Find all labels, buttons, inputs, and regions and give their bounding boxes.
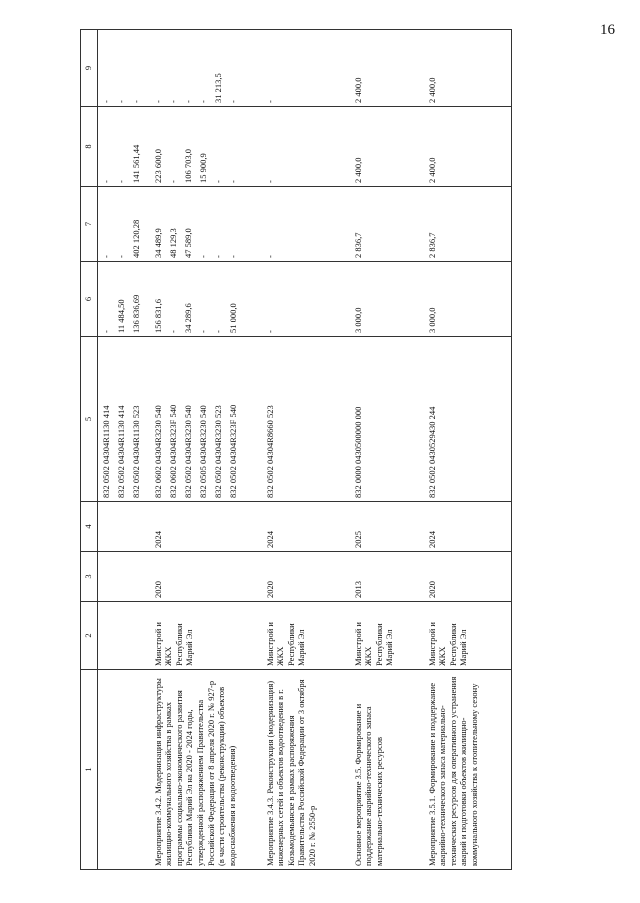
rotated-sheet (80, 30, 604, 870)
start-year (98, 552, 150, 602)
budget-code-cell (98, 337, 150, 502)
col-header: 9 (81, 30, 98, 107)
amount-col7: 402 120,28 (131, 219, 141, 258)
start-year: 2020 (262, 552, 350, 602)
measure-name (98, 670, 150, 870)
amount-col8: 15 900,9 (197, 153, 208, 183)
amount-col6: - (167, 330, 178, 333)
amount-col7: - (264, 255, 275, 258)
amount-col9-cell (350, 30, 424, 107)
budget-code-cell (424, 337, 512, 502)
amount-col9-cell (262, 30, 350, 107)
amount-col9: - (152, 100, 163, 103)
amount-col7: 2 836,7 (352, 232, 363, 258)
budget-code-cell (150, 337, 262, 502)
budget-code-cell (262, 337, 350, 502)
budget-code: 832 0502 04304R8660 523 (264, 405, 275, 498)
executor: Минстрой и ЖКХ Республики Марий Эл (350, 602, 424, 670)
amount-col8: 2 400,0 (426, 157, 437, 183)
amount-col9-cell (98, 30, 150, 107)
end-year: 2024 (150, 502, 262, 552)
amount-col8: - (264, 180, 275, 183)
amount-col7: - (212, 255, 223, 258)
amount-col8: 141 561,44 (131, 144, 141, 183)
col-header: 6 (81, 262, 98, 337)
end-year: 2024 (262, 502, 350, 552)
amount-col7: 2 836,7 (426, 232, 437, 258)
amount-col6: - (101, 330, 111, 333)
amount-col7: 48 129,3 (167, 228, 178, 258)
amount-col9: - (101, 100, 111, 103)
budget-code: 832 0602 04304R323F 540 (167, 404, 178, 498)
amount-col6: - (212, 330, 223, 333)
amount-col9-cell (150, 30, 262, 107)
amount-col6: - (197, 330, 208, 333)
executor: Минстрой и ЖКХ Республики Марий Эл (150, 602, 262, 670)
budget-code: 832 0502 04304R323F 540 (227, 404, 238, 498)
budget-code: 832 0502 04304R1130 523 (131, 405, 141, 498)
amount-col8-cell (350, 107, 424, 187)
amount-col7: 47 589,0 (182, 228, 193, 258)
header-row (81, 30, 98, 870)
amount-col7-cell (350, 187, 424, 262)
amount-col7-cell (262, 187, 350, 262)
col-header: 8 (81, 107, 98, 187)
table-row (350, 30, 424, 870)
measure-name: Мероприятие 3.5.1. Формирование и поддержание аварийно-технического запаса материально-технических ресурсов для оперативного устранения аварий и подготовки объектов жилищно-коммунального хозяйства к отопительному сезону (424, 670, 512, 870)
start-year: 2020 (424, 552, 512, 602)
amount-col9: 2 400,0 (352, 77, 363, 103)
end-year (98, 502, 150, 552)
budget-code-cell (350, 337, 424, 502)
amount-col7: - (101, 255, 111, 258)
amount-col6: 3 000,0 (352, 307, 363, 333)
budget-code: 832 0505 04304R3230 540 (197, 405, 208, 498)
budget-code: 832 0502 04304R3230 540 (182, 405, 193, 498)
amount-col9: 31 213,5 (212, 73, 223, 103)
amount-col8: 223 600,0 (152, 149, 163, 183)
amount-col7-cell (98, 187, 150, 262)
amount-col6-cell (262, 262, 350, 337)
table-row (98, 30, 150, 870)
amount-col8: 106 703,0 (182, 149, 193, 183)
amount-col9: - (182, 100, 193, 103)
budget-code: 832 0502 0430529430 244 (426, 406, 437, 498)
amount-col8: - (167, 180, 178, 183)
table-row (424, 30, 512, 870)
amount-col7: - (227, 255, 238, 258)
table-row (150, 30, 262, 870)
measure-name: Основное мероприятие 3.5. Формирование и поддержание аварийно-технического запаса материально-технических ресурсов (350, 670, 424, 870)
col-header: 7 (81, 187, 98, 262)
amount-col6-cell (98, 262, 150, 337)
amount-col7: 34 489,9 (152, 228, 163, 258)
amount-col8: 2 400,0 (352, 157, 363, 183)
amount-col8: - (212, 180, 223, 183)
amount-col7: - (197, 255, 208, 258)
col-header: 4 (81, 502, 98, 552)
budget-code: 832 0000 0430500000 000 (352, 406, 363, 498)
amount-col9: 2 400,0 (426, 77, 437, 103)
executor (98, 602, 150, 670)
amount-col6: 156 831,6 (152, 299, 163, 333)
budget-code: 832 0502 04304R3230 523 (212, 405, 223, 498)
measure-name: Мероприятие 3.4.3. Реконструкция (модернизация) инженерных сетей и объектов водоотведения в г. Козьмодемьянске в рамках распоряжения Правительства Российской Федерации от 3 октября 2020 г. № 2550-р (262, 670, 350, 870)
col-header: 1 (81, 670, 98, 870)
executor: Минстрой и ЖКХ Республики Марий Эл (262, 602, 350, 670)
program-table (80, 29, 512, 870)
amount-col8: - (116, 180, 126, 183)
amount-col8-cell (262, 107, 350, 187)
amount-col8: - (101, 180, 111, 183)
amount-col6-cell (350, 262, 424, 337)
page-number: 16 (600, 22, 615, 38)
amount-col9: - (227, 100, 238, 103)
amount-col9: - (131, 100, 141, 103)
budget-code: 832 0502 04304R1130 414 (101, 405, 111, 498)
amount-col7-cell (150, 187, 262, 262)
amount-col6: 3 000,0 (426, 307, 437, 333)
amount-col6: 51 000,0 (227, 303, 238, 333)
start-year: 2013 (350, 552, 424, 602)
col-header: 3 (81, 552, 98, 602)
amount-col6-cell (424, 262, 512, 337)
amount-col7: - (116, 255, 126, 258)
start-year: 2020 (150, 552, 262, 602)
amount-col8-cell (424, 107, 512, 187)
budget-code: 832 0502 04304R1130 414 (116, 405, 126, 498)
amount-col9: - (167, 100, 178, 103)
amount-col8: - (227, 180, 238, 183)
amount-col9: - (197, 100, 208, 103)
end-year: 2024 (424, 502, 512, 552)
table-row (262, 30, 350, 870)
end-year: 2025 (350, 502, 424, 552)
amount-col9-cell (424, 30, 512, 107)
col-header: 5 (81, 337, 98, 502)
amount-col7-cell (424, 187, 512, 262)
budget-code: 832 0602 04304R3230 540 (152, 405, 163, 498)
amount-col6: 11 484,50 (116, 299, 126, 333)
amount-col6: 34 289,6 (182, 303, 193, 333)
col-header: 2 (81, 602, 98, 670)
measure-name: Мероприятие 3.4.2. Модернизация инфраструктуры жилищно-коммунального хозяйства в рамках программы социально-экономического развития Республики Марий Эл на 2020 - 2024 годы, утвержденной распоряжением Правительства Российской Федерации от 8 апреля 2020 г. № 927-р (в части строительства (реконструкции) объектов водоснабжения и водоотведения) (150, 670, 262, 870)
amount-col6: - (264, 330, 275, 333)
amount-col8-cell (150, 107, 262, 187)
amount-col9: - (116, 100, 126, 103)
executor: Минстрой и ЖКХ Республики Марий Эл (424, 602, 512, 670)
amount-col9: - (264, 100, 275, 103)
amount-col6: 136 836,69 (131, 294, 141, 333)
amount-col6-cell (150, 262, 262, 337)
table-body (98, 30, 512, 870)
amount-col8-cell (98, 107, 150, 187)
